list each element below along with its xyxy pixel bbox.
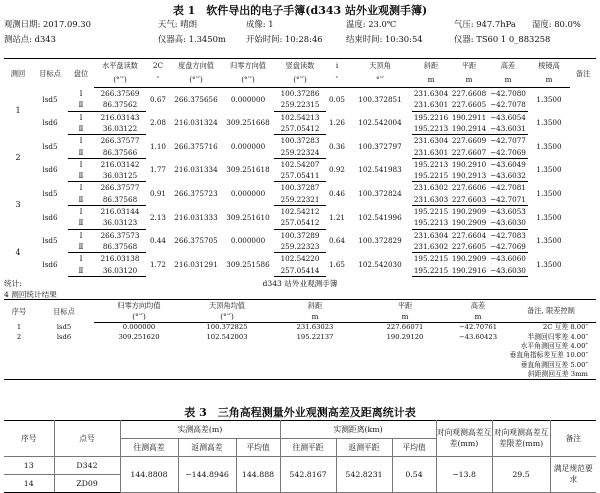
statistics-table xyxy=(4,299,596,380)
horizontal-distance: 190.2913 xyxy=(451,171,487,181)
th2-zero-mean: 归零方向均值 xyxy=(94,300,184,312)
control-limit: 垂直角指标差互差 10.00″ xyxy=(509,351,588,360)
index-error: 0.92 xyxy=(328,165,345,175)
remarks-cell xyxy=(570,182,596,229)
row3-no: 14 xyxy=(4,475,54,493)
table1-title: 表 1 软件导出的电子手簿(d343 站外业观测手簿) xyxy=(172,4,428,17)
table-row xyxy=(4,457,596,475)
height-difference: −42.7071 xyxy=(488,194,528,206)
vertical-reading: 257.05414 xyxy=(274,264,326,276)
meta-humidity: 湿度: 80.0% xyxy=(532,19,581,29)
unit-vertical-reading: (°′″) xyxy=(274,73,326,88)
horizontal-reading: 36.03122 xyxy=(94,123,146,135)
height-difference: −43.6049 xyxy=(490,159,526,169)
target-point: lsd5 xyxy=(42,141,58,151)
slope-distance: 195.2216 xyxy=(413,112,449,122)
observation-table xyxy=(4,58,596,277)
horizontal-reading: 216.03138 xyxy=(100,254,140,264)
backward-distance-value: 542.8231 xyxy=(336,457,392,493)
table-row xyxy=(4,370,596,380)
horizontal-reading: 266.37569 xyxy=(100,89,140,99)
face-left: Ⅰ xyxy=(79,88,83,98)
backward-height-value: −144.8946 xyxy=(178,457,236,493)
horizontal-distance: 227.6604 xyxy=(451,230,487,240)
horizontal-reading: 266.37577 xyxy=(100,136,140,146)
zero-direction-value: 309.251668 xyxy=(226,118,270,128)
table-row xyxy=(4,351,596,360)
note-value: 满足规范要求 xyxy=(550,457,596,493)
direction-value: 216.031333 xyxy=(174,212,218,222)
th3-distance-average: 平均值 xyxy=(392,439,436,457)
index-error: 0.64 xyxy=(328,236,345,246)
forward-distance-value: 542.8167 xyxy=(280,457,336,493)
th-prism-height: 棱镜高 xyxy=(528,59,570,74)
th3-forward-height: 往测高差 xyxy=(120,439,178,457)
vertical-reading: 257.05412 xyxy=(274,217,326,229)
direction-value: 216.031324 xyxy=(174,118,218,128)
table-row xyxy=(4,99,596,111)
horizontal-distance: 227.6607 xyxy=(451,147,487,157)
horizontal-reading: 86.37566 xyxy=(94,146,146,158)
horizontal-distance: 227.6609 xyxy=(451,136,487,146)
table-row xyxy=(4,264,596,276)
row-height-diff: −42.70761 xyxy=(458,323,498,332)
meta-instrument: 仪器: TS60 1 0_883258 xyxy=(454,34,551,44)
zenith-angle: 100.372797 xyxy=(358,141,402,151)
horizontal-distance: 190.2914 xyxy=(451,123,487,133)
distance-average-value: 0.54 xyxy=(392,457,436,493)
prism-height: 1.3500 xyxy=(536,212,562,222)
vertical-reading: 100.37286 xyxy=(280,89,320,99)
meta-date: 观测日期: 2017.09.30 xyxy=(4,19,91,29)
table-row xyxy=(4,229,596,241)
height-difference: −42.7077 xyxy=(490,136,526,146)
th3-backward-distance: 返测平距 xyxy=(336,439,392,457)
direction-value: 216.031334 xyxy=(174,165,218,175)
horizontal-distance: 227.6606 xyxy=(451,183,487,193)
value-2c: 1.77 xyxy=(149,165,166,175)
unit-2c: ″ xyxy=(146,73,170,88)
zenith-angle: 100.372824 xyxy=(358,189,402,199)
table3-title: 表 3 三角高程测量外业观测高差及距离统计表 xyxy=(184,406,416,419)
th3-opposite-diff: 对向观测高差互差(mm) xyxy=(436,421,492,457)
target-point: lsd5 xyxy=(42,94,58,104)
horizontal-reading: 86.37562 xyxy=(94,99,146,111)
row3-point: D342 xyxy=(54,457,120,475)
th3-forward-distance: 往测平距 xyxy=(280,439,336,457)
vertical-reading: 100.37287 xyxy=(280,183,320,193)
height-difference: −42.7069 xyxy=(488,241,528,253)
horizontal-reading: 266.37573 xyxy=(100,230,140,240)
slope-distance: 231.6302 xyxy=(413,183,449,193)
horizontal-reading: 216.03143 xyxy=(100,112,140,122)
value-2c: 2.08 xyxy=(149,118,166,128)
vertical-reading: 259.22321 xyxy=(274,194,326,206)
table-row xyxy=(4,182,596,194)
horizontal-reading: 86.37568 xyxy=(94,241,146,253)
th-index-error: i xyxy=(326,59,348,74)
zero-direction-value: 0.000000 xyxy=(230,189,266,199)
zenith-angle: 100.372829 xyxy=(358,236,402,246)
vertical-reading: 100.37289 xyxy=(280,230,320,240)
height-difference: −42.7080 xyxy=(490,89,526,99)
prism-height: 1.3500 xyxy=(536,94,562,104)
remarks-cell xyxy=(570,88,596,135)
prism-height: 1.3500 xyxy=(536,259,562,269)
zenith-angle: 102.542004 xyxy=(358,118,402,128)
th-horizontal-reading: 水平盘读数 xyxy=(94,59,146,74)
th-target: 目标点 xyxy=(32,59,68,88)
th-height-difference: 高差 xyxy=(488,59,528,74)
prism-height: 1.3500 xyxy=(536,165,562,175)
remarks-cell xyxy=(570,135,596,182)
meta-pressure: 气压: 947.7hPa xyxy=(454,19,516,29)
slope-distance: 195.2215 xyxy=(413,265,449,275)
height-difference: −42.7083 xyxy=(490,230,526,240)
row-target: lsd6 xyxy=(56,332,72,341)
index-error: 1.21 xyxy=(328,212,345,222)
statistics-center-title: d343 站外业观测手簿 xyxy=(262,279,338,288)
meta-imaging: 成像: 1 xyxy=(246,19,274,29)
height-difference: −43.6054 xyxy=(490,112,526,122)
face-right: Ⅱ xyxy=(68,99,94,111)
opposite-limit-value: 29.5 xyxy=(492,457,550,493)
unit-horizontal-distance: m xyxy=(450,73,488,88)
vertical-reading: 259.22324 xyxy=(274,146,326,158)
unit-slope-distance: m xyxy=(412,73,450,88)
table-row xyxy=(4,146,596,158)
face-left: Ⅰ xyxy=(79,183,83,193)
meta-weather: 天气: 晴朗 xyxy=(158,19,197,29)
face-right: Ⅱ xyxy=(68,146,94,158)
control-limit: 斜距测回互差 3mm xyxy=(506,370,596,380)
slope-distance: 195.2213 xyxy=(413,123,449,133)
face-left: Ⅰ xyxy=(79,230,83,240)
forward-height-value: 144.8808 xyxy=(120,457,178,493)
table-row xyxy=(4,241,596,253)
row-zenith-mean: 100.372825 xyxy=(206,323,248,332)
th-vertical-reading: 竖盘读数 xyxy=(274,59,326,74)
vertical-reading: 257.05412 xyxy=(274,123,326,135)
value-2c: 2.13 xyxy=(149,212,166,222)
zero-direction-value: 0.000000 xyxy=(230,236,266,246)
face-right: Ⅱ xyxy=(68,264,94,276)
statistics-label: 统计: xyxy=(4,279,22,288)
unit-prism-height: m xyxy=(528,73,570,88)
th2-flat: 平距 xyxy=(360,300,450,312)
th3-backward-height: 返测高差 xyxy=(178,439,236,457)
height-difference: −42.7069 xyxy=(488,146,528,158)
unit-direction: (°′″) xyxy=(170,73,222,88)
index-error: 0.05 xyxy=(328,94,345,104)
prism-height: 1.3500 xyxy=(536,141,562,151)
row-target: lsd5 xyxy=(56,323,72,332)
table-row xyxy=(4,135,596,147)
height-difference: −43.6031 xyxy=(488,123,528,135)
th3-measured-distance: 实测距离(km) xyxy=(280,421,436,439)
vertical-reading: 102.54220 xyxy=(280,254,320,264)
horizontal-distance: 190.2916 xyxy=(451,265,487,275)
th-direction: 度盘方向值 xyxy=(170,59,222,74)
zero-direction-value: 0.000000 xyxy=(230,94,266,104)
unit-index-error: ″ xyxy=(326,73,348,88)
th-zero-direction: 归零方向值 xyxy=(222,59,274,74)
horizontal-distance: 190.2909 xyxy=(451,207,487,217)
horizontal-distance: 227.6603 xyxy=(451,194,487,204)
index-error: 0.36 xyxy=(328,141,345,151)
face-left: Ⅰ xyxy=(79,159,83,169)
zenith-angle: 102.541996 xyxy=(358,212,402,222)
table-row xyxy=(4,88,596,100)
prism-height: 1.3500 xyxy=(536,118,562,128)
th3-height-average: 平均值 xyxy=(236,439,280,457)
th-round: 测回 xyxy=(4,59,32,88)
height-average-value: 144.888 xyxy=(236,457,280,493)
index-error: 1.26 xyxy=(328,118,345,128)
horizontal-distance: 190.2909 xyxy=(451,218,487,228)
table-row xyxy=(4,253,596,265)
meta-start-time: 开始时间: 10:28:46 xyxy=(246,34,323,44)
prism-height: 1.3500 xyxy=(536,189,562,199)
height-difference: −43.6030 xyxy=(488,264,528,276)
table-row xyxy=(4,123,596,135)
target-point: lsd6 xyxy=(42,212,58,222)
vertical-reading: 259.22323 xyxy=(274,241,326,253)
empty-cell xyxy=(4,361,506,370)
vertical-reading: 102.54207 xyxy=(280,159,320,169)
statistics-header-row xyxy=(4,300,596,312)
opposite-diff-value: −13.8 xyxy=(436,457,492,493)
row-no: 1 xyxy=(16,323,22,332)
row-slope: 195.22137 xyxy=(296,332,334,341)
face-left: Ⅰ xyxy=(79,254,83,264)
horizontal-distance: 227.6605 xyxy=(451,100,487,110)
row3-no: 13 xyxy=(4,457,54,475)
horizontal-distance: 190.2911 xyxy=(451,112,487,122)
table-row xyxy=(4,205,596,217)
face-right: Ⅱ xyxy=(68,241,94,253)
horizontal-distance: 190.2910 xyxy=(451,159,487,169)
meta-station: 测站点: d343 xyxy=(4,34,56,44)
table-row xyxy=(4,342,596,351)
th3-measured-height: 实测高差(m) xyxy=(120,421,280,439)
horizontal-reading: 36.03125 xyxy=(94,170,146,182)
unit2-flat: m xyxy=(360,311,450,323)
height-difference: −43.6030 xyxy=(488,217,528,229)
height-distance-table xyxy=(4,420,596,493)
row-height-diff: −43.60423 xyxy=(458,332,498,341)
th3-point: 点号 xyxy=(54,421,120,457)
th2-zenith-mean: 天顶角均值 xyxy=(184,300,270,312)
zenith-angle: 102.541983 xyxy=(358,165,402,175)
value-2c: 1.10 xyxy=(149,141,166,151)
table-row xyxy=(4,170,596,182)
zero-direction-value: 309.251610 xyxy=(226,212,270,222)
prism-height: 1.3500 xyxy=(536,236,562,246)
height-difference: −43.6060 xyxy=(490,254,526,264)
target-point: lsd5 xyxy=(42,236,58,246)
target-point: lsd5 xyxy=(42,189,58,199)
horizontal-reading: 36.03120 xyxy=(94,264,146,276)
th-remarks: 备注 xyxy=(570,59,596,88)
face-left: Ⅰ xyxy=(79,112,83,122)
slope-distance: 195.2213 xyxy=(413,218,449,228)
meta-temperature: 温度: 23.0℃ xyxy=(346,19,397,29)
th-face: 盘位 xyxy=(68,59,94,88)
face-left: Ⅰ xyxy=(79,136,83,146)
zero-direction-value: 0.000000 xyxy=(230,141,266,151)
empty-cell xyxy=(4,370,506,380)
table-row xyxy=(4,158,596,170)
statistics-caption: 4 测回统计结果 xyxy=(4,290,57,299)
table-row xyxy=(4,361,596,370)
slope-distance: 195.2215 xyxy=(413,207,449,217)
unit-zero-direction: (°′″) xyxy=(222,73,274,88)
unit-horizontal-reading: (°′″) xyxy=(94,73,146,88)
slope-distance: 231.6303 xyxy=(413,194,449,204)
control-limit: 2C 互差 8.00″ xyxy=(542,323,588,332)
slope-distance: 231.6304 xyxy=(413,230,449,240)
table-row xyxy=(4,323,596,333)
row-zero-mean: 309.251620 xyxy=(118,332,160,341)
empty-cell xyxy=(4,351,506,360)
meta-instrument-height: 仪器高: 1.3450m xyxy=(158,34,226,44)
unit2-zenith-mean: (°′″) xyxy=(184,311,270,323)
row-flat: 227.66071 xyxy=(386,323,424,332)
vertical-reading: 102.54212 xyxy=(280,207,320,217)
slope-distance: 231.6302 xyxy=(413,241,449,251)
target-point: lsd6 xyxy=(42,165,58,175)
value-2c: 1.72 xyxy=(149,259,166,269)
row-zero-mean: 0.000000 xyxy=(122,323,156,332)
zero-direction-value: 309.251618 xyxy=(226,165,270,175)
slope-distance: 195.2215 xyxy=(413,254,449,264)
row3-point: ZD09 xyxy=(54,475,120,493)
th2-target: 目标点 xyxy=(34,300,94,323)
remarks-cell xyxy=(570,229,596,276)
table-row xyxy=(4,332,596,341)
index-error: 1.65 xyxy=(328,259,345,269)
th2-remarks: 备注, 限差控制 xyxy=(506,300,596,323)
th3-note: 备注 xyxy=(550,421,596,457)
round-number: 1 xyxy=(15,106,21,116)
horizontal-reading: 216.03144 xyxy=(100,207,140,217)
zenith-angle: 100.372851 xyxy=(358,94,402,104)
vertical-reading: 100.37283 xyxy=(280,136,320,146)
row-no: 2 xyxy=(16,332,22,341)
horizontal-reading: 216.03142 xyxy=(100,159,140,169)
th2-no: 序号 xyxy=(4,300,34,323)
face-right: Ⅱ xyxy=(68,217,94,229)
target-point: lsd6 xyxy=(42,118,58,128)
control-limit: 半测回归零差 4.00″ xyxy=(527,332,588,341)
height-difference: −42.7081 xyxy=(490,183,526,193)
th-slope-distance: 斜距 xyxy=(412,59,450,74)
horizontal-reading: 36.03123 xyxy=(94,217,146,229)
horizontal-reading: 86.37568 xyxy=(94,194,146,206)
face-right: Ⅱ xyxy=(68,170,94,182)
table-row xyxy=(4,111,596,123)
value-2c: 0.91 xyxy=(149,189,166,199)
direction-value: 216.031291 xyxy=(174,259,218,269)
observation-header-row xyxy=(4,59,596,74)
horizontal-reading: 266.37577 xyxy=(100,183,140,193)
slope-distance: 195.2213 xyxy=(413,159,449,169)
meta-end-time: 结束时间: 10:30:54 xyxy=(346,34,423,44)
unit2-slope: m xyxy=(270,311,360,323)
th3-no: 序号 xyxy=(4,421,54,457)
slope-distance: 195.2215 xyxy=(413,171,449,181)
face-right: Ⅱ xyxy=(68,194,94,206)
control-limit: 垂直角测回互差 5.00″ xyxy=(520,360,588,369)
unit2-zero-mean: (°′″) xyxy=(94,311,184,323)
horizontal-distance: 227.6605 xyxy=(451,241,487,251)
unit2-height-diff: m xyxy=(450,311,506,323)
value-2c: 0.44 xyxy=(149,236,166,246)
direction-value: 266.375705 xyxy=(174,236,218,246)
unit-height-difference: m xyxy=(488,73,528,88)
horizontal-distance: 190.2909 xyxy=(451,254,487,264)
slope-distance: 231.6301 xyxy=(413,147,449,157)
th2-height-diff: 高差 xyxy=(450,300,506,312)
th-2c: 2C xyxy=(146,59,170,74)
direction-value: 266.375656 xyxy=(174,94,218,104)
direction-value: 266.375716 xyxy=(174,141,218,151)
zero-direction-value: 309.251586 xyxy=(226,259,270,269)
zenith-angle: 102.542030 xyxy=(358,259,402,269)
round-number: 2 xyxy=(15,153,21,163)
th3-opposite-limit: 对向观测高差互差限差(mm) xyxy=(492,421,550,457)
row-zenith-mean: 102.542003 xyxy=(206,332,248,341)
vertical-reading: 259.22315 xyxy=(274,99,326,111)
direction-value: 266.375723 xyxy=(174,189,218,199)
unit-zenith: °′″ xyxy=(348,73,412,88)
round-number: 3 xyxy=(15,200,21,210)
table-row xyxy=(4,217,596,229)
vertical-reading: 102.54213 xyxy=(280,112,320,122)
row-flat: 190.29120 xyxy=(386,332,424,341)
slope-distance: 231.6304 xyxy=(413,136,449,146)
height-difference: −43.6053 xyxy=(490,207,526,217)
th-zenith: 天顶角 xyxy=(348,59,412,74)
table3-header-row xyxy=(4,421,596,439)
control-limit: 水平角测回互差 4.00″ xyxy=(520,342,588,351)
height-difference: −42.7078 xyxy=(488,99,528,111)
target-point: lsd6 xyxy=(42,259,58,269)
th2-slope: 斜距 xyxy=(270,300,360,312)
slope-distance: 231.6301 xyxy=(413,100,449,110)
th-horizontal-distance: 平距 xyxy=(450,59,488,74)
round-number: 4 xyxy=(15,247,21,257)
horizontal-distance: 227.6608 xyxy=(451,89,487,99)
table-row xyxy=(4,194,596,206)
face-left: Ⅰ xyxy=(79,207,83,217)
slope-distance: 231.6304 xyxy=(413,89,449,99)
vertical-reading: 257.05411 xyxy=(274,170,326,182)
row-slope: 231.63023 xyxy=(296,323,334,332)
index-error: 0.46 xyxy=(328,189,345,199)
height-difference: −43.6032 xyxy=(488,170,528,182)
value-2c: 0.67 xyxy=(149,94,166,104)
empty-cell xyxy=(4,342,506,351)
face-right: Ⅱ xyxy=(68,123,94,135)
